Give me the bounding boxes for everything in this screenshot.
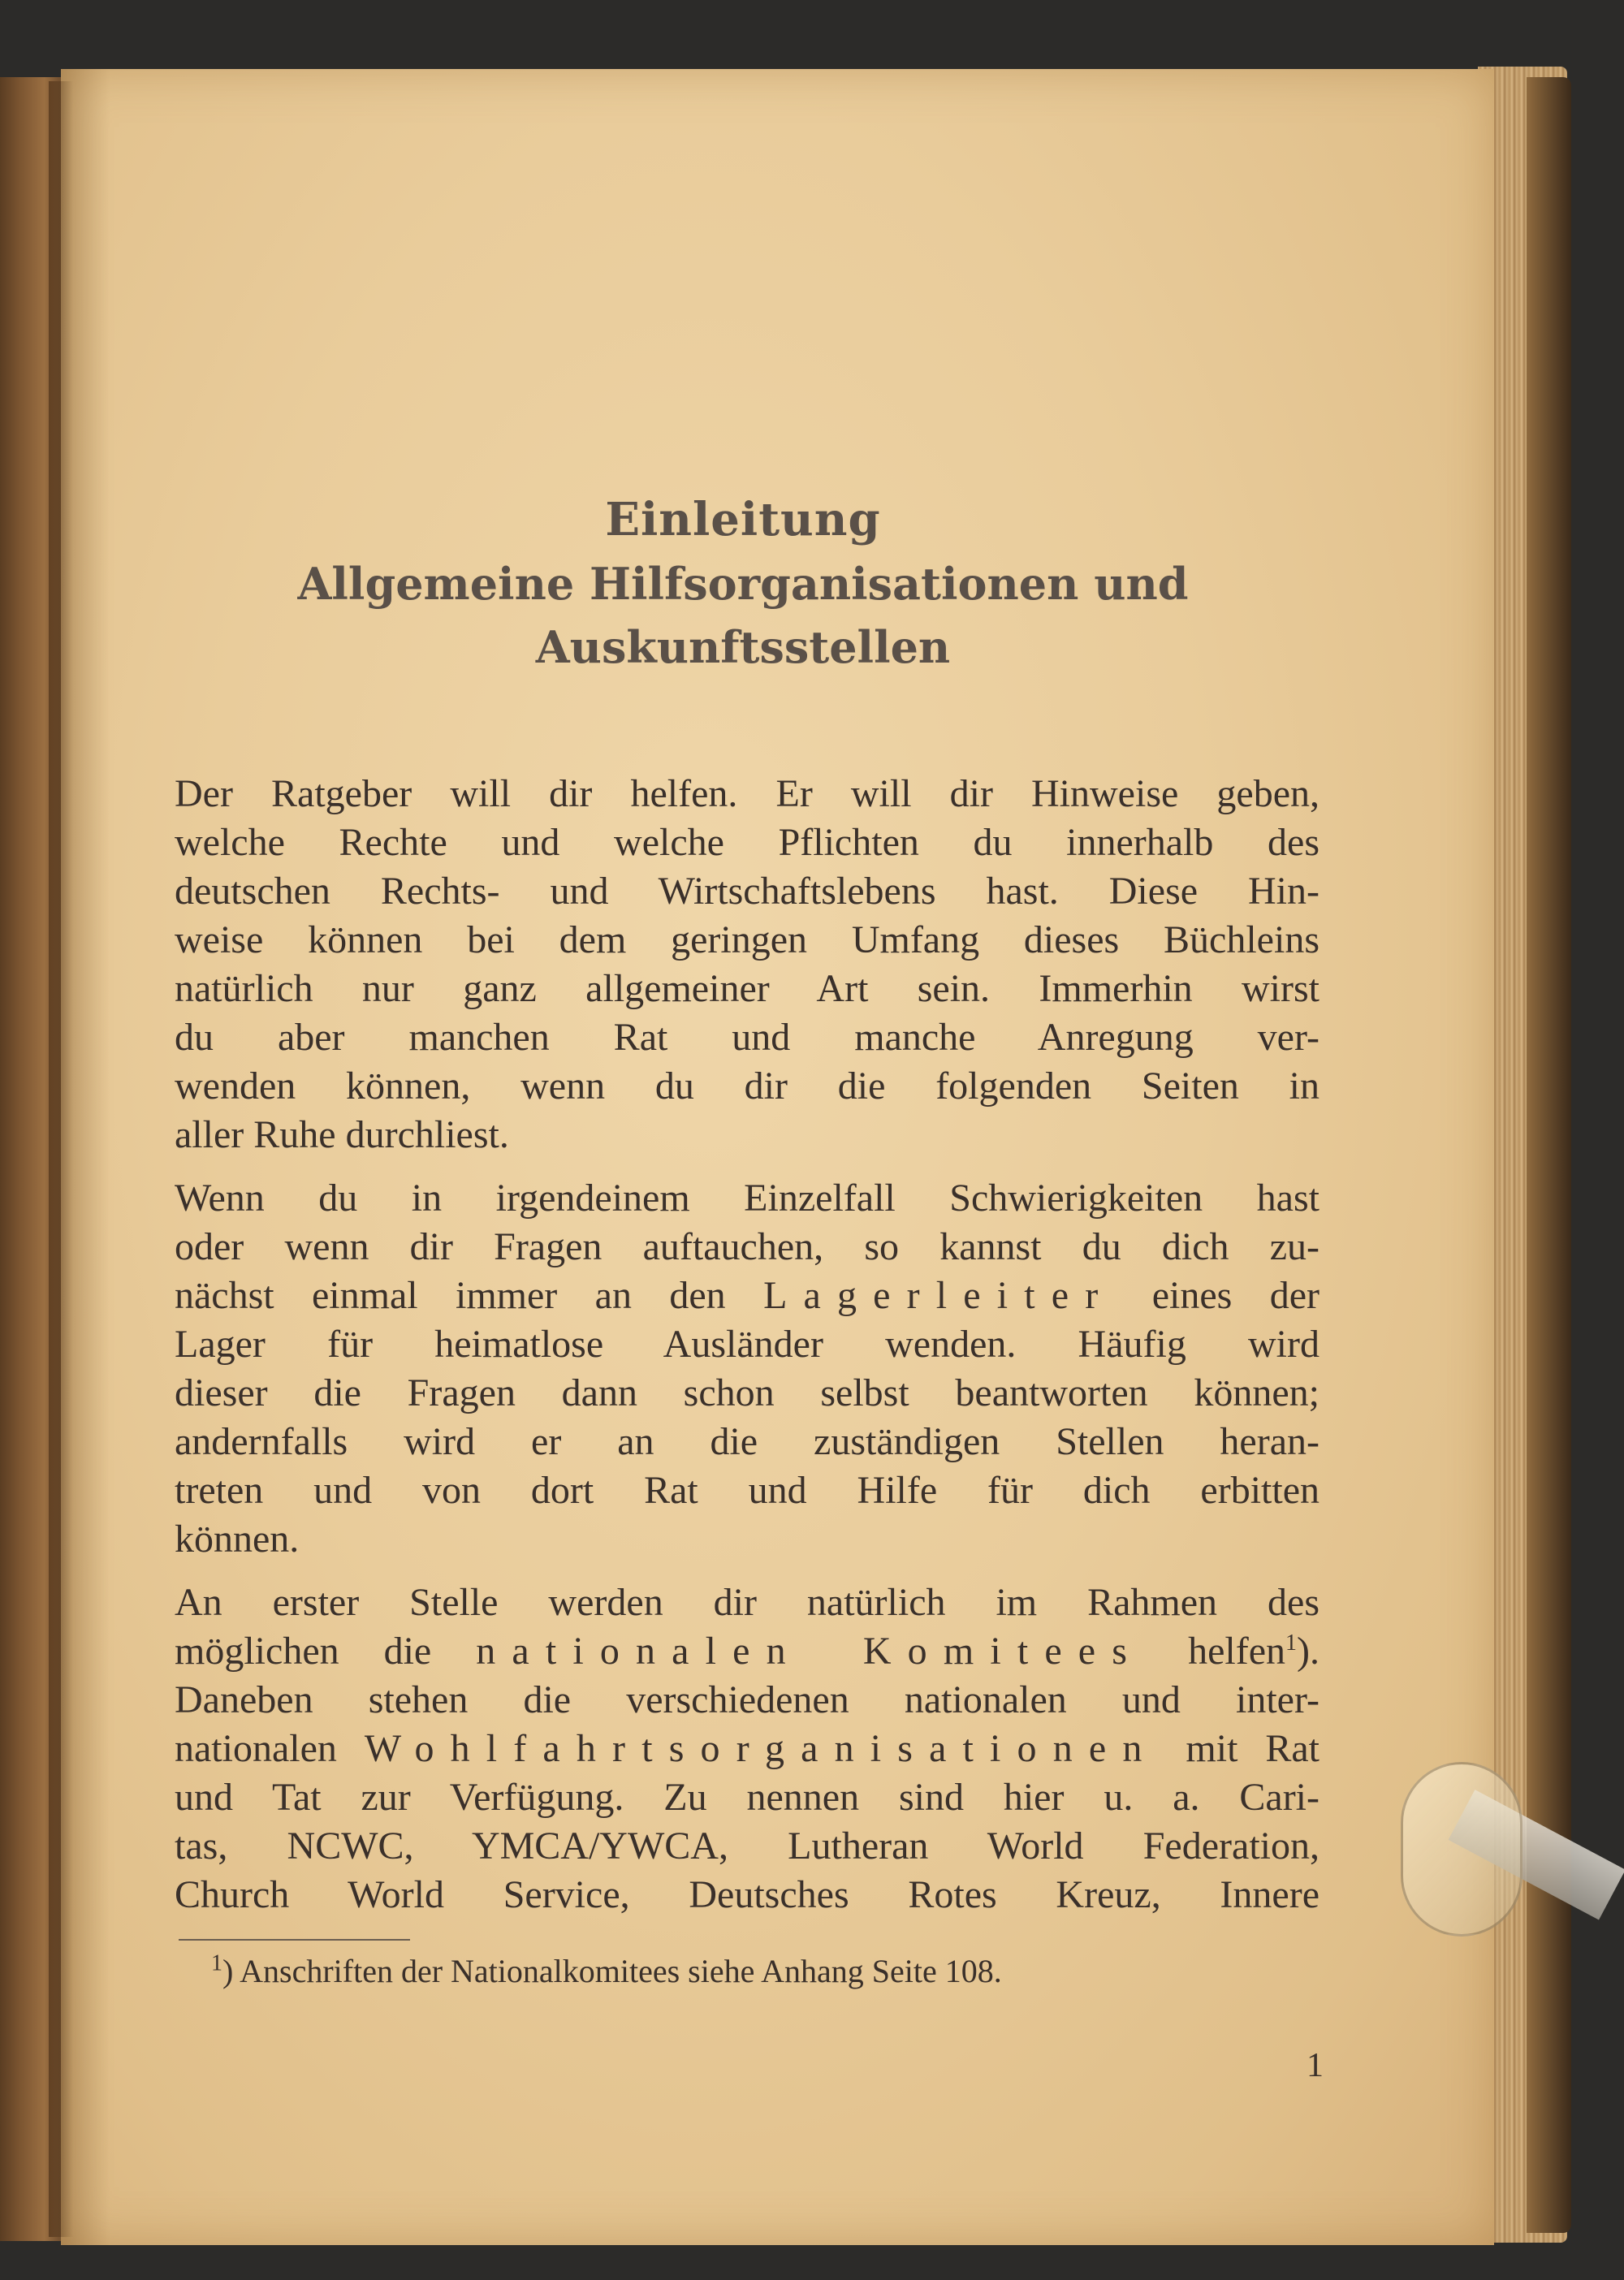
gutter-fold xyxy=(49,81,73,2237)
paragraph-1 xyxy=(175,770,1320,1159)
text-line: können. xyxy=(175,1518,300,1561)
text-line: Lager für heimatlose Ausländer wenden. Häufig wird xyxy=(175,1323,1320,1366)
text-line xyxy=(175,1272,1320,1320)
footnote-reference: 1 xyxy=(1285,1630,1298,1656)
text-line: Daneben stehen die verschiedenen nationalen und inter- xyxy=(175,1678,1320,1721)
text-line: treten und von dort Rat und Hilfe für dich erbitten xyxy=(175,1469,1320,1512)
emphasized-term: nationalen Komitees xyxy=(476,1630,1144,1673)
text-line: oder wenn dir Fragen auftauchen, so kannst du dich zu- xyxy=(175,1225,1320,1268)
footnote-text: ) Anschriften der Nationalkomitees siehe Anhang Seite 108. xyxy=(222,1953,1002,1989)
text-line: du aber manchen Rat und manche Anregung ver- xyxy=(175,1016,1320,1059)
text-line: welche Rechte und welche Pflichten du innerhalb des xyxy=(175,821,1320,864)
footnote xyxy=(211,1949,1315,1994)
text-span: nächst einmal immer an den xyxy=(175,1274,726,1317)
body-text xyxy=(175,770,1320,1919)
text-line xyxy=(175,1725,1320,1773)
text-line xyxy=(175,1627,1320,1676)
text-span: ). xyxy=(1297,1630,1320,1673)
text-span xyxy=(1188,1630,1320,1673)
text-line: Wenn du in irgendeinem Einzelfall Schwierigkeiten hast xyxy=(175,1177,1320,1220)
chapter-heading xyxy=(175,487,1311,679)
footnote-marker: 1 xyxy=(211,1950,222,1976)
text-span: mit Rat xyxy=(1186,1727,1320,1770)
emphasized-term: Wohlfahrtsorganisationen xyxy=(364,1727,1159,1770)
text-line: An erster Stelle werden dir natürlich im Rahmen des xyxy=(175,1581,1320,1624)
text-line: dieser die Fragen dann schon selbst beantworten können; xyxy=(175,1371,1320,1414)
text-span: eines der xyxy=(1151,1274,1320,1317)
paragraph-2 xyxy=(175,1174,1320,1564)
text-span: möglichen die xyxy=(175,1630,432,1673)
text-line: tas, NCWC, YMCA/YWCA, Lutheran World Federation, xyxy=(175,1824,1320,1868)
text-line: andernfalls wird er an die zuständigen Stellen heran- xyxy=(175,1420,1320,1463)
text-line: wenden können, wenn du dir die folgenden Seiten in xyxy=(175,1064,1320,1108)
bookmark-clip xyxy=(1401,1762,1522,1937)
text-line: natürlich nur ganz allgemeiner Art sein. Immerhin wirst xyxy=(175,967,1320,1010)
text-line: und Tat zur Verfügung. Zu nennen sind hier u. a. Cari- xyxy=(175,1776,1320,1819)
text-line: deutschen Rechts- und Wirtschaftslebens hast. Diese Hin- xyxy=(175,870,1320,913)
footnote-divider xyxy=(179,1939,410,1941)
text-line: Der Ratgeber will dir helfen. Er will dir Hinweise geben, xyxy=(175,772,1320,815)
text-line: Church World Service, Deutsches Rotes Kreuz, Innere xyxy=(175,1873,1320,1916)
chapter-subtitle-line-1: Allgemeine Hilfsorganisationen und xyxy=(297,558,1189,610)
text-span: nationalen xyxy=(175,1727,337,1770)
page-number: 1 xyxy=(1307,2047,1324,2084)
text-span: helfen xyxy=(1188,1630,1286,1673)
emphasized-term: Lagerleiter xyxy=(763,1274,1115,1317)
text-line: aller Ruhe durchliest. xyxy=(175,1113,509,1156)
book-cover-edge xyxy=(1527,77,1571,2233)
paragraph-3 xyxy=(175,1578,1320,1919)
chapter-title: Einleitung xyxy=(605,493,881,546)
chapter-subtitle-line-2: Auskunftsstellen xyxy=(535,621,951,673)
text-line: weise können bei dem geringen Umfang dieses Büchleins xyxy=(175,918,1320,961)
